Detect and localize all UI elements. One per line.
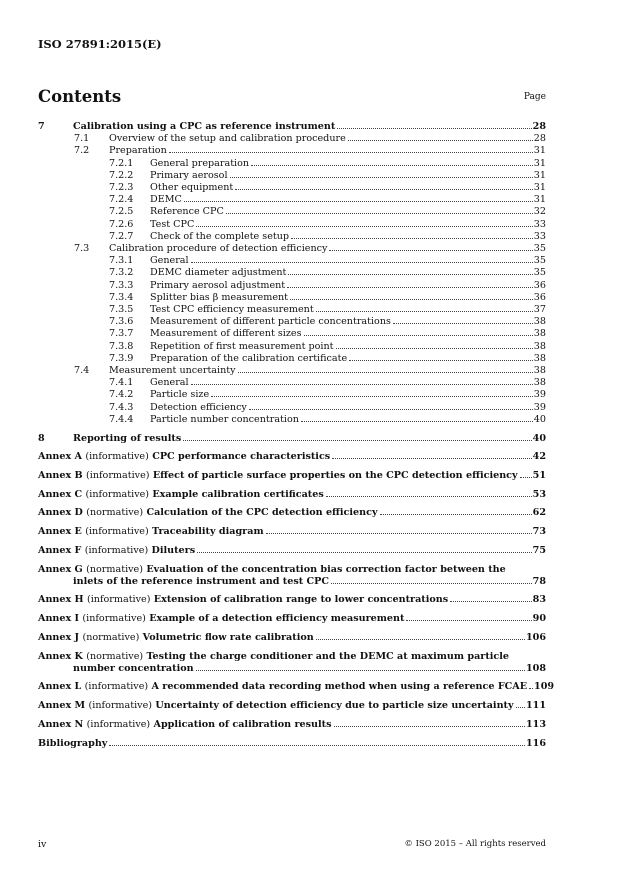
dot-leader <box>235 189 533 190</box>
toc-entry[interactable] <box>38 194 546 206</box>
annex-page: 73 <box>532 526 546 538</box>
toc-bibliography-entry[interactable] <box>38 738 546 750</box>
annex-label: Annex E <box>38 526 82 538</box>
annex-type: (informative) <box>84 681 149 693</box>
annex-heading <box>38 526 264 538</box>
toc-entry[interactable] <box>38 414 546 426</box>
toc-entry-page: 31 <box>533 182 546 194</box>
toc-entry-page: 37 <box>533 304 546 316</box>
toc-entry-number: 7.4.2 <box>109 389 134 401</box>
dot-leader <box>406 620 531 621</box>
toc-annex-entry[interactable] <box>38 594 546 606</box>
toc-entry-title: General preparation <box>150 157 250 169</box>
toc-entry-page: 39 <box>533 389 546 401</box>
toc-entry[interactable] <box>38 206 546 218</box>
toc-entry[interactable] <box>38 231 546 243</box>
toc-entry-page: 31 <box>533 194 546 206</box>
toc-entry-number: 7.3.2 <box>109 267 134 279</box>
annex-heading <box>38 613 404 625</box>
dot-leader <box>196 670 525 671</box>
toc-entry[interactable] <box>38 145 546 157</box>
annex-label: Annex I <box>38 613 80 625</box>
annex-page: 90 <box>532 613 546 625</box>
annex-title: Diluters <box>151 544 196 556</box>
toc-entry[interactable] <box>38 121 546 133</box>
toc-entry[interactable] <box>38 353 546 365</box>
toc-entry-number: 7.4.4 <box>109 413 134 425</box>
annex-title: A recommended data recording method when using a reference FCAE <box>151 681 528 693</box>
toc-entry-number: 7.2 <box>74 145 90 157</box>
annex-page: 109 <box>534 681 555 693</box>
annex-type: (normative) <box>86 563 143 575</box>
toc-entry-page: 35 <box>533 243 546 255</box>
annex-label: Annex H <box>38 594 84 606</box>
annex-title: Traceability diagram <box>152 526 264 538</box>
toc-entry-page: 28 <box>532 121 546 132</box>
annex-page: 62 <box>532 507 546 519</box>
toc-annex-entry[interactable] <box>38 470 546 482</box>
dot-leader <box>336 348 533 349</box>
toc-entry-number: 7.4.3 <box>109 401 134 413</box>
toc-entry-number: 7.3.1 <box>109 255 134 267</box>
toc-entry-number: 7.2.4 <box>109 194 134 206</box>
toc-entry-title: Particle number concentration <box>150 413 299 425</box>
toc-entry-number: 7.4.1 <box>109 377 134 389</box>
annex-type: (informative) <box>85 526 149 538</box>
toc-entry-title: Measurement of different particle concentrations <box>150 316 391 328</box>
toc-annex-entry[interactable] <box>38 451 546 463</box>
toc-entry-number: 7.2.1 <box>109 157 134 169</box>
annex-page: 106 <box>525 631 546 643</box>
toc-entry[interactable] <box>38 292 546 304</box>
toc-entry-title: Calibration using a CPC as reference instrument <box>73 121 336 132</box>
toc-entry-title: Particle size <box>150 389 210 401</box>
toc-entry[interactable] <box>38 219 546 231</box>
annex-type: (normative) <box>82 631 140 643</box>
table-of-contents <box>38 121 555 750</box>
toc-entry-title: Check of the complete setup <box>150 230 290 242</box>
toc-entry-page: 39 <box>533 401 546 413</box>
dot-leader <box>251 165 533 166</box>
toc-entry[interactable] <box>38 341 546 353</box>
dot-leader <box>301 421 533 422</box>
toc-annex-entry[interactable] <box>38 507 546 519</box>
dot-leader <box>393 323 533 324</box>
toc-entry-page: 38 <box>533 340 546 352</box>
annex-type: (informative) <box>86 594 151 606</box>
toc-entry-title: Test CPC <box>150 218 195 230</box>
annex-label: Annex D <box>38 507 83 519</box>
dot-leader <box>196 226 532 227</box>
annex-label: Annex B <box>38 469 83 481</box>
annex-title: Effect of particle surface properties on the CPC detection efficiency <box>152 469 518 481</box>
toc-annex-entry[interactable] <box>38 489 546 501</box>
annex-page: 42 <box>532 451 546 463</box>
toc-annex-entry[interactable] <box>38 526 546 538</box>
dot-leader <box>337 128 531 129</box>
toc-entry[interactable] <box>38 402 546 414</box>
toc-annex-entry[interactable] <box>38 681 555 693</box>
annex-type: (informative) <box>88 700 153 712</box>
dot-leader <box>249 409 533 410</box>
dot-leader <box>450 601 532 602</box>
annex-title: Extension of calibration range to lower concentrations <box>153 594 449 606</box>
toc-entry-number: 7.3.9 <box>109 352 134 364</box>
dot-leader <box>329 250 532 251</box>
toc-entry[interactable] <box>38 133 546 145</box>
dot-leader <box>197 552 532 553</box>
toc-annex-entry[interactable] <box>38 651 546 675</box>
dot-leader <box>291 238 533 239</box>
dot-leader <box>183 440 531 441</box>
annex-type: (informative) <box>82 613 146 625</box>
toc-entry-page: 36 <box>533 291 546 303</box>
toc-entry-title: Calibration procedure of detection efficiency <box>109 243 328 255</box>
toc-entry-title: DEMC <box>150 194 182 206</box>
annex-title: Testing the charge conditioner and the DEMC at maximum particle <box>146 650 510 662</box>
annex-type: (informative) <box>84 544 149 556</box>
annex-heading <box>38 594 448 606</box>
document-id-header: ISO 27891:2015(E) <box>38 37 162 51</box>
dot-leader <box>520 477 532 478</box>
dot-leader <box>109 745 525 746</box>
toc-entry[interactable] <box>38 158 546 170</box>
page-column-label: Page <box>523 92 546 102</box>
annex-heading <box>38 700 514 712</box>
annex-label: Annex K <box>38 650 83 662</box>
annex-label: Annex G <box>38 563 83 575</box>
dot-leader <box>334 726 525 727</box>
dot-leader <box>169 152 533 153</box>
annex-page: 53 <box>532 488 546 500</box>
annex-type: (informative) <box>85 451 149 463</box>
annex-title: Calculation of the CPC detection efficiency <box>146 507 378 519</box>
dot-leader <box>331 583 532 584</box>
dot-leader <box>191 262 533 263</box>
dot-leader <box>191 384 533 385</box>
dot-leader <box>380 514 532 515</box>
annex-heading <box>38 507 378 519</box>
toc-entry[interactable] <box>38 170 546 182</box>
toc-entry-number: 7.3.5 <box>109 304 134 316</box>
toc-annex-entry[interactable] <box>38 564 546 588</box>
annex-title: Application of calibration results <box>153 718 332 730</box>
toc-annex-entry[interactable] <box>38 613 546 625</box>
toc-entry-number: 7.1 <box>74 133 90 145</box>
annex-title-continued: number concentration <box>73 662 194 674</box>
annex-title: Evaluation of the concentration bias correction factor between the <box>146 563 506 575</box>
toc-entry-title: Repetition of first measurement point <box>150 340 334 352</box>
toc-entry-number: 7.2.6 <box>109 218 134 230</box>
annex-label: Annex M <box>38 700 86 712</box>
toc-entry-number: 7.3.8 <box>109 340 134 352</box>
toc-entry-title: Measurement uncertainty <box>109 365 236 377</box>
toc-entry-page: 38 <box>533 377 546 389</box>
annex-title: Uncertainty of detection efficiency due to particle size uncertainty <box>155 700 514 712</box>
annex-label: Annex F <box>38 544 82 556</box>
toc-entry-number: 7.3.7 <box>109 328 134 340</box>
annex-page: 83 <box>532 594 546 606</box>
dot-leader <box>266 533 532 534</box>
dot-leader <box>348 140 533 141</box>
toc-entry-title: Other equipment <box>150 182 234 194</box>
annex-label: Annex A <box>38 451 83 463</box>
toc-entry-number: 7.2.7 <box>109 230 134 242</box>
toc-annex-entry[interactable] <box>38 719 546 731</box>
toc-entry-title: General <box>150 377 189 389</box>
toc-entry[interactable] <box>38 377 546 389</box>
annex-heading <box>38 451 330 463</box>
toc-annex-entry[interactable] <box>38 632 546 644</box>
dot-leader <box>290 299 533 300</box>
toc-annex-entry[interactable] <box>38 545 546 557</box>
toc-entry[interactable] <box>38 328 546 340</box>
annex-label: Annex C <box>38 488 83 500</box>
toc-entry-page: 40 <box>532 432 546 444</box>
annex-type: (informative) <box>86 718 151 730</box>
toc-entry-page: 31 <box>533 157 546 169</box>
toc-entry-number: 7.2.3 <box>109 182 134 194</box>
footer-copyright: © ISO 2015 – All rights reserved <box>404 839 546 849</box>
annex-page: 113 <box>525 718 546 730</box>
toc-entry-number: 7.3.4 <box>109 291 134 303</box>
toc-entry-number: 7.2.5 <box>109 206 134 218</box>
toc-entry-number: 7.3 <box>74 243 90 255</box>
toc-entry-page: 33 <box>533 218 546 230</box>
bibliography-title: Bibliography <box>38 737 108 749</box>
dot-leader <box>516 707 525 708</box>
annex-label: Annex N <box>38 718 84 730</box>
annex-page: 108 <box>525 662 546 674</box>
toc-entry[interactable] <box>38 255 546 267</box>
dot-leader <box>529 688 533 689</box>
toc-entry-page: 38 <box>533 328 546 340</box>
dot-leader <box>304 335 533 336</box>
dot-leader <box>226 213 533 214</box>
toc-entry-title: General <box>150 255 189 267</box>
annex-heading <box>38 632 314 644</box>
annex-label: Annex J <box>38 631 80 643</box>
toc-entry-title: Primary aerosol adjustment <box>150 279 286 291</box>
annex-type: (normative) <box>86 650 144 662</box>
dot-leader <box>316 639 525 640</box>
toc-entry-number: 7.2.2 <box>109 169 134 181</box>
annex-page: 78 <box>532 575 546 587</box>
toc-entry-title: Splitter bias β measurement <box>150 291 289 303</box>
toc-entry[interactable] <box>38 304 546 316</box>
toc-entry-title: DEMC diameter adjustment <box>150 267 287 279</box>
toc-entry-number: 8 <box>38 432 45 444</box>
dot-leader <box>287 287 533 288</box>
toc-entry-page: 28 <box>533 133 546 145</box>
annex-title: Example calibration certificates <box>152 488 324 500</box>
toc-entry-number: 7 <box>38 121 45 132</box>
annex-heading <box>38 489 324 501</box>
footer-page-number: iv <box>38 839 47 850</box>
toc-entry-title: Measurement of different sizes <box>150 328 302 340</box>
toc-entry-page: 33 <box>533 230 546 242</box>
toc-entry[interactable] <box>38 182 546 194</box>
toc-entry-title: Overview of the setup and calibration procedure <box>109 133 346 145</box>
toc-entry[interactable] <box>38 389 546 401</box>
annex-heading <box>38 719 332 731</box>
toc-entry-title: Reference CPC <box>150 206 224 218</box>
toc-entry-page: 38 <box>533 365 546 377</box>
toc-entry-title: Primary aerosol <box>150 169 228 181</box>
dot-leader <box>288 274 532 275</box>
toc-annex-entry[interactable] <box>38 700 546 712</box>
toc-entry-title: Test CPC efficiency measurement <box>150 304 314 316</box>
dot-leader <box>184 201 533 202</box>
toc-entry-page: 35 <box>533 255 546 267</box>
bibliography-page: 116 <box>525 737 546 749</box>
dot-leader <box>238 372 533 373</box>
annex-page: 51 <box>532 469 546 481</box>
annex-heading <box>38 545 195 557</box>
toc-entry-number: 7.3.3 <box>109 279 134 291</box>
toc-entry-number: 7.4 <box>74 365 90 377</box>
dot-leader <box>326 496 532 497</box>
toc-entry-number: 7.3.6 <box>109 316 134 328</box>
toc-entry-page: 40 <box>533 413 546 425</box>
dot-leader <box>349 360 533 361</box>
toc-entry-page: 38 <box>533 352 546 364</box>
toc-entry-page: 32 <box>533 206 546 218</box>
toc-entry-page: 35 <box>533 267 546 279</box>
toc-entry[interactable] <box>38 280 546 292</box>
toc-entry[interactable] <box>38 243 546 255</box>
annex-page: 75 <box>532 544 546 556</box>
annex-title: CPC performance characteristics <box>152 451 331 463</box>
dot-leader <box>332 458 531 459</box>
toc-entry-title: Preparation of the calibration certificate <box>150 352 348 364</box>
annex-type: (normative) <box>86 507 144 519</box>
toc-entry-page: 36 <box>533 279 546 291</box>
dot-leader <box>316 311 533 312</box>
toc-entry[interactable] <box>38 267 546 279</box>
annex-heading <box>38 681 527 693</box>
toc-entry[interactable] <box>38 365 546 377</box>
dot-leader <box>211 396 533 397</box>
annex-type: (informative) <box>85 488 150 500</box>
toc-entry-page: 38 <box>533 316 546 328</box>
toc-entry[interactable] <box>38 316 546 328</box>
annex-title-continued: inlets of the reference instrument and test CPC <box>73 575 329 587</box>
page-title: Contents <box>38 87 122 106</box>
toc-entry[interactable] <box>38 433 546 445</box>
annex-page: 111 <box>525 700 546 712</box>
dot-leader <box>230 177 533 178</box>
toc-entry-title: Detection efficiency <box>150 401 247 413</box>
annex-label: Annex L <box>38 681 82 693</box>
annex-type: (informative) <box>86 469 150 481</box>
annex-heading <box>38 470 518 482</box>
annex-title: Volumetric flow rate calibration <box>142 631 314 643</box>
annex-title: Example of a detection efficiency measurement <box>149 613 405 625</box>
toc-entry-title: Preparation <box>109 145 167 157</box>
toc-entry-page: 31 <box>533 169 546 181</box>
toc-entry-title: Reporting of results <box>73 432 182 444</box>
toc-entry-page: 31 <box>533 145 546 157</box>
